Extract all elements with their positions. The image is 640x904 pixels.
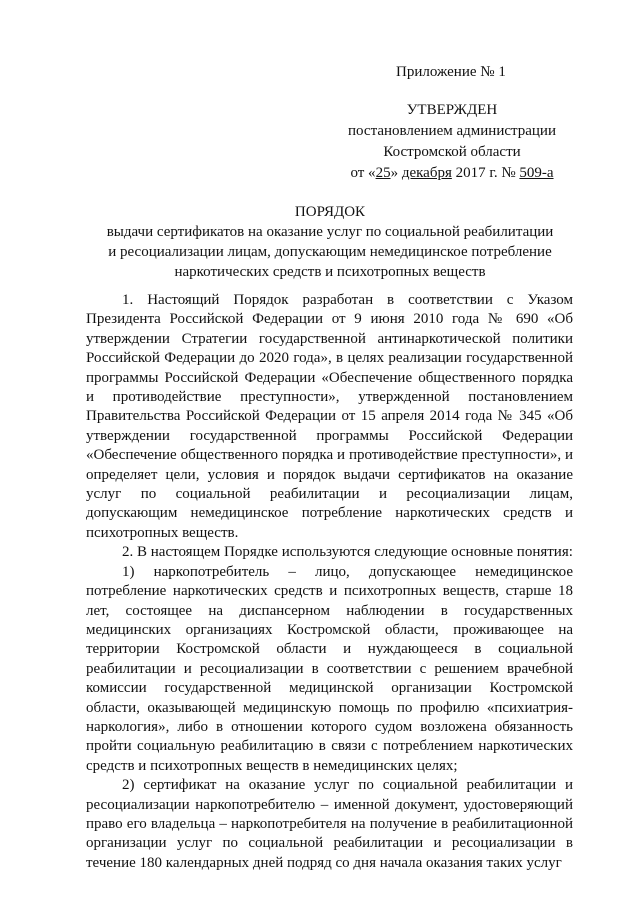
approved-label: УТВЕРЖДЕН bbox=[406, 102, 498, 118]
title-line-3: наркотических средств и психотропных веществ bbox=[174, 264, 486, 280]
title-heading: ПОРЯДОК bbox=[294, 204, 366, 220]
date-mid: » bbox=[390, 165, 402, 181]
title-line-2: и ресоциализации лицам, допускающим немедицинское потребление bbox=[108, 244, 552, 260]
document-body bbox=[86, 291, 573, 873]
date-day: 25 bbox=[375, 165, 391, 181]
paragraph-2-item-2: 2) сертификат на оказание услуг по социальной реабилитации и ресоциализации наркопотребителю – именной документ, удостоверяющий право его владельца – наркопотребителя на получение в реабилитационной организации услуг по социальной реабилитации и ресоциализации в течение 180 календарных дней подряд со дня начала оказания таких услуг bbox=[86, 777, 573, 871]
document-number: 509-а bbox=[519, 165, 554, 181]
date-year: 2017 г. № bbox=[451, 165, 520, 181]
paragraph-2: 2. В настоящем Порядке используются следующие основные понятия: bbox=[122, 544, 573, 561]
date-prefix: от « bbox=[350, 165, 376, 181]
paragraph-2-item-1: 1) наркопотребитель – лицо, допускающее немедицинское потребление наркотических средств и психотропных веществ, старше 18 лет, состоящее на диспансерном наблюдении в государственных медицинских организациях Костромской области, проживающее на территории Костромской области и нуждающееся в социальной реабилитации и ресоциализации в соответствии с решением врачебной комиссии государственной медицинской организации Костромской области, оказывающей медицинскую помощь по профилю «психиатрия-наркология», либо в отношении которого судом возложена обязанность пройти социальную реабилитацию в связи с потреблением наркотических средств и психотропных веществ в немедицинских целях; bbox=[86, 563, 573, 774]
document-title bbox=[86, 202, 574, 282]
date-month: декабря bbox=[401, 165, 452, 181]
approval-block bbox=[336, 100, 568, 184]
approved-by-line1: постановлением администрации bbox=[348, 123, 556, 139]
approval-date-line bbox=[336, 163, 568, 184]
paragraph-1: 1. Настоящий Порядок разработан в соответствии с Указом Президента Российской Федерации от 9 июня 2010 года № 690 «Об утверждении Стратегии государственной антинаркотической политики Российской Федерации до 2020 года», в целях реализации государственной программы Российской Федерации «Обеспечение общественного порядка и противодействие преступности», утвержденной постановлением Правительства Российской Федерации от 15 апреля 2014 года № 345 «Об утверждении государственной программы Российской Федерации «Обеспечение общественного порядка и противодействие преступности», и определяет цели, условия и порядок выдачи сертификатов на оказание услуг по социальной реабилитации и ресоциализации лицам, допускающим немедицинское потребление наркотических средств и психотропных веществ. bbox=[86, 292, 573, 541]
appendix-label: Приложение № 1 bbox=[396, 64, 506, 80]
title-line-1: выдачи сертификатов на оказание услуг по социальной реабилитации bbox=[106, 224, 554, 240]
approved-by-line2: Костромской области bbox=[383, 144, 521, 160]
